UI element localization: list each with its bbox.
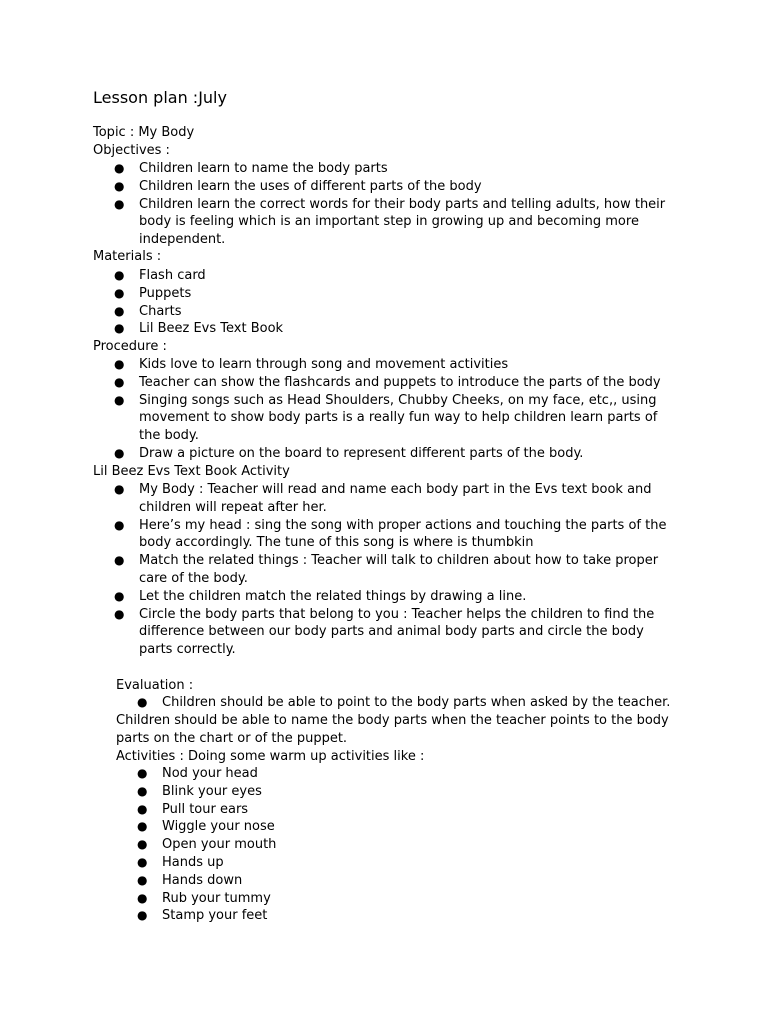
list-item: ● My Body : Teacher will read and name each body part in the Evs text book and children will repeat after her. <box>114 482 652 515</box>
materials-label: Materials : <box>93 249 162 264</box>
list-item: ● Wiggle your nose <box>137 819 275 835</box>
evaluation-list <box>0 694 672 712</box>
list-item: ● Kids love to learn through song and movement activities <box>114 357 509 372</box>
activities-label: Activities : Doing some warm up activities like : <box>116 749 425 764</box>
bullet-icon: ● <box>114 482 125 496</box>
list-item: ● Flash card <box>114 268 206 283</box>
bullet-icon: ● <box>114 392 125 407</box>
list-item: ● Charts <box>114 303 182 319</box>
bullet-icon: ● <box>114 321 125 336</box>
topic-line: Topic : My Body <box>93 125 195 140</box>
activities-list <box>0 765 672 925</box>
bullet-icon: ● <box>114 445 125 460</box>
textbook-activity-list <box>0 481 680 659</box>
bullet-icon: ● <box>137 766 148 780</box>
bullet-icon: ● <box>114 606 125 621</box>
list-item: ● Here’s my head : sing the song with proper actions and touching the parts of the body accordingly. The tune of this song is where is thumbkin <box>114 517 667 551</box>
objectives-list <box>0 160 680 249</box>
bullet-icon: ● <box>137 801 148 816</box>
procedure-label: Procedure : <box>93 339 167 354</box>
list-item: ● Stamp your feet <box>137 908 268 924</box>
page-title: Lesson plan :July <box>93 88 227 107</box>
list-item: ● Teacher can show the flashcards and puppets to introduce the parts of the body <box>114 374 661 390</box>
bullet-icon: ● <box>137 890 148 905</box>
bullet-icon: ● <box>114 196 125 211</box>
list-item: ● Hands down <box>137 872 243 888</box>
evaluation-label: Evaluation : <box>116 678 194 693</box>
bullet-icon: ● <box>114 357 125 371</box>
bullet-icon: ● <box>114 374 125 389</box>
evaluation-paragraph: Children should be able to name the body parts when the teacher points to the body parts on the chart or of the puppet. <box>116 713 669 746</box>
list-item: ● Lil Beez Evs Text Book <box>114 321 284 337</box>
textbook-activity-label: Lil Beez Evs Text Book Activity <box>93 464 290 479</box>
list-item: ● Nod your head <box>137 766 258 781</box>
list-item: ● Puppets <box>114 285 192 301</box>
bullet-icon: ● <box>137 872 148 887</box>
list-item: ● Children learn to name the body parts <box>114 161 388 176</box>
objectives-label: Objectives : <box>93 143 170 158</box>
bullet-icon: ● <box>137 783 148 798</box>
materials-list <box>0 267 680 338</box>
bullet-icon: ● <box>137 695 148 709</box>
bullet-icon: ● <box>114 303 125 318</box>
list-item: ● Children should be able to point to the body parts when asked by the teacher. <box>137 695 671 710</box>
list-item: ● Rub your tummy <box>137 890 271 906</box>
list-item: ● Blink your eyes <box>137 783 262 799</box>
list-item: ● Circle the body parts that belong to you : Teacher helps the children to find the difference between our body parts and animal body parts and circle the body parts correctly. <box>114 606 655 658</box>
list-item: ● Children learn the uses of different parts of the body <box>114 178 482 194</box>
bullet-icon: ● <box>114 553 125 568</box>
bullet-icon: ● <box>137 837 148 852</box>
bullet-icon: ● <box>114 588 125 603</box>
list-item: ● Match the related things : Teacher will talk to children about how to take proper care of the body. <box>114 553 659 586</box>
list-item: ● Let the children match the related things by drawing a line. <box>114 588 527 604</box>
bullet-icon: ● <box>114 517 125 532</box>
bullet-icon: ● <box>114 285 125 300</box>
list-item: ● Singing songs such as Head Shoulders, Chubby Cheeks, on my face, etc,, using movement to show body parts is a really fun way to help children learn parts of the body. <box>114 392 658 444</box>
list-item: ● Pull tour ears <box>137 801 249 817</box>
list-item: ● Hands up <box>137 854 224 870</box>
list-item: ● Children learn the correct words for their body parts and telling adults, how their body is feeling which is an important step in growing up and becoming more independent. <box>114 196 666 248</box>
list-item: ● Open your mouth <box>137 837 277 853</box>
bullet-icon: ● <box>137 854 148 869</box>
bullet-icon: ● <box>114 178 125 193</box>
bullet-icon: ● <box>114 268 125 282</box>
bullet-icon: ● <box>137 908 148 923</box>
bullet-icon: ● <box>114 161 125 175</box>
bullet-icon: ● <box>137 819 148 834</box>
list-item: ● Draw a picture on the board to represent different parts of the body. <box>114 445 584 461</box>
procedure-list <box>0 356 680 463</box>
